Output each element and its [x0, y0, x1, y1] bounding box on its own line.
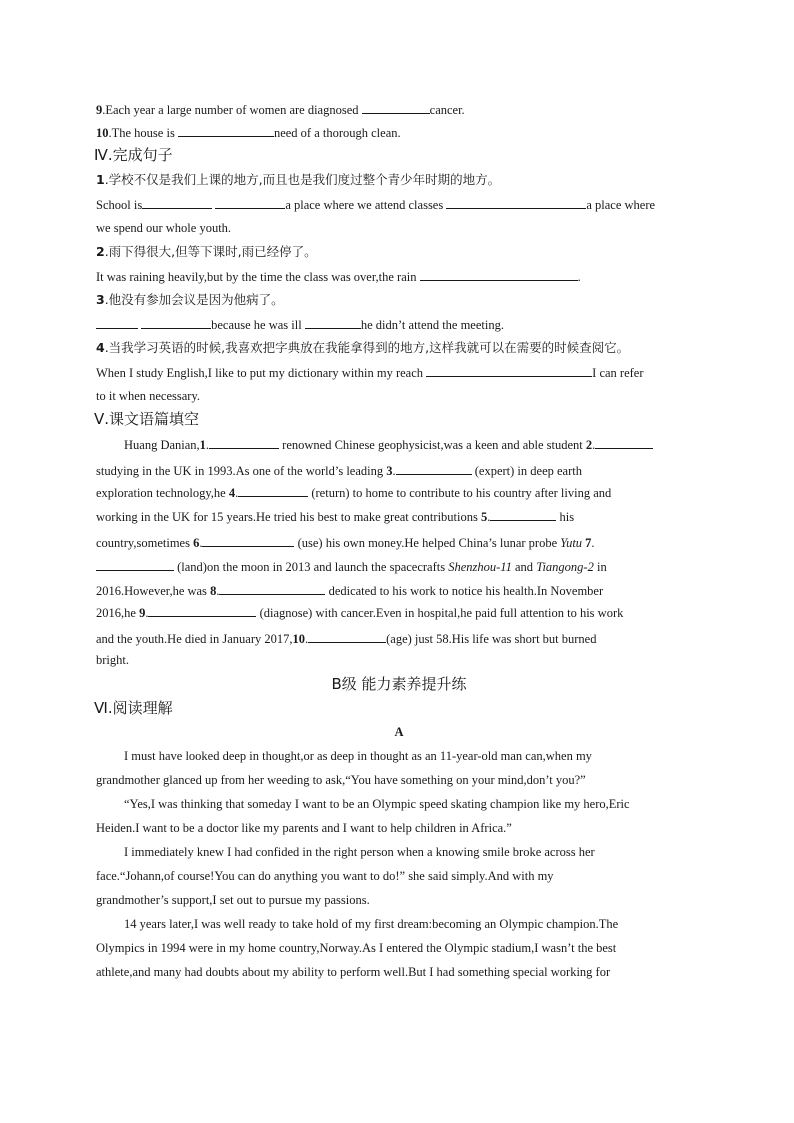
- q1-english: School is a place where we attend classes a place where: [96, 198, 656, 212]
- reading-line: Olympics in 1994 were in my home country,Norway.As I entered the Olympic stadium,I wasn’t the best: [96, 941, 617, 955]
- answer-blank[interactable]: [420, 268, 578, 281]
- section-heading-5: Ⅴ.课文语篇填空: [94, 410, 200, 428]
- reading-line: face.“Johann,of course!You can do anything you want to do!” she said simply.And with my: [96, 869, 554, 883]
- reading-line: “Yes,I was thinking that someday I want to be an Olympic speed skating champion like my hero,Eric: [124, 797, 630, 811]
- answer-blank[interactable]: [308, 630, 386, 643]
- level-b-heading: B级 能力素养提升练: [331, 675, 467, 693]
- passage-line: 2016.However,he was 8. dedicated to his work to notice his health.In November: [96, 584, 604, 598]
- q2-english: It was raining heavily,but by the time the class was over,the rain .: [96, 270, 581, 284]
- passage-line: studying in the UK in 1993.As one of the world’s leading 3. (expert) in deep earth: [96, 464, 582, 478]
- answer-blank[interactable]: [209, 436, 279, 449]
- reading-line: athlete,and many had doubts about my ability to perform well.But I had something special working for: [96, 965, 611, 979]
- q4-english: When I study English,I like to put my dictionary within my reach I can refer: [96, 366, 644, 380]
- reading-line: I must have looked deep in thought,or as deep in thought as an 11-year-old man can,when my: [124, 749, 592, 763]
- answer-blank[interactable]: [446, 196, 586, 209]
- passage-label: A: [394, 725, 404, 739]
- answer-blank[interactable]: [96, 316, 138, 329]
- passage-line: exploration technology,he 4. (return) to home to contribute to his country after living and: [96, 486, 612, 500]
- answer-blank[interactable]: [96, 558, 174, 571]
- q4-chinese: 4.当我学习英语的时候,我喜欢把字典放在我能拿得到的地方,这样我就可以在需要的时候查阅它。: [96, 340, 630, 355]
- reading-line: Heiden.I want to be a doctor like my parents and I want to help children in Africa.”: [96, 821, 512, 835]
- answer-blank[interactable]: [142, 196, 212, 209]
- passage-line: (land)on the moon in 2013 and launch the spacecrafts Shenzhou-11 and Tiangong-2 in: [96, 558, 607, 575]
- passage-line: bright.: [96, 653, 129, 667]
- answer-blank[interactable]: [219, 582, 325, 595]
- answer-blank[interactable]: [362, 101, 430, 114]
- q3-english: because he was ill he didn’t attend the meeting.: [96, 316, 504, 333]
- question-10: 10.The house is need of a thorough clean.: [96, 126, 401, 140]
- answer-blank[interactable]: [148, 604, 256, 617]
- q4-english-cont: to it when necessary.: [96, 389, 201, 403]
- answer-blank[interactable]: [202, 534, 294, 547]
- reading-line: I immediately knew I had confided in the right person when a knowing smile broke across her: [124, 845, 595, 859]
- passage-line: and the youth.He died in January 2017,10. (age) just 58.His life was short but burned: [96, 632, 597, 646]
- reading-line: grandmother glanced up from her weeding to ask,“You have something on your mind,don’t you?”: [96, 773, 586, 787]
- q3-chinese: 3.他没有参加会议是因为他病了。: [96, 292, 284, 307]
- passage-line: working in the UK for 15 years.He tried his best to make great contributions 5. his: [96, 510, 575, 524]
- question-9: 9.Each year a large number of women are diagnosed cancer.: [96, 103, 465, 117]
- reading-line: grandmother’s support,I set out to pursue my passions.: [96, 893, 370, 907]
- passage-line: country,sometimes 6. (use) his own money.He helped China’s lunar probe Yutu 7.: [96, 536, 595, 550]
- answer-blank[interactable]: [215, 196, 285, 209]
- passage-line: 2016,he 9. (diagnose) with cancer.Even in hospital,he paid full attention to his work: [96, 606, 624, 620]
- answer-blank[interactable]: [305, 316, 361, 329]
- q1-chinese: 1.学校不仅是我们上课的地方,而且也是我们度过整个青少年时期的地方。: [96, 172, 501, 187]
- q2-chinese: 2.雨下得很大,但等下课时,雨已经停了。: [96, 244, 317, 259]
- section-heading-4: Ⅳ.完成句子: [94, 146, 173, 164]
- q1-english-cont: we spend our whole youth.: [96, 221, 232, 235]
- answer-blank[interactable]: [426, 364, 592, 377]
- answer-blank[interactable]: [141, 316, 211, 329]
- reading-line: 14 years later,I was well ready to take hold of my first dream:becoming an Olympic champion.The: [124, 917, 619, 931]
- answer-blank[interactable]: [178, 124, 274, 137]
- passage-line: Huang Danian,1. renowned Chinese geophysicist,was a keen and able student 2.: [124, 436, 653, 453]
- answer-blank[interactable]: [238, 484, 308, 497]
- answer-blank[interactable]: [490, 508, 556, 521]
- section-heading-6: Ⅵ.阅读理解: [94, 699, 173, 717]
- answer-blank[interactable]: [595, 436, 653, 449]
- answer-blank[interactable]: [396, 462, 472, 475]
